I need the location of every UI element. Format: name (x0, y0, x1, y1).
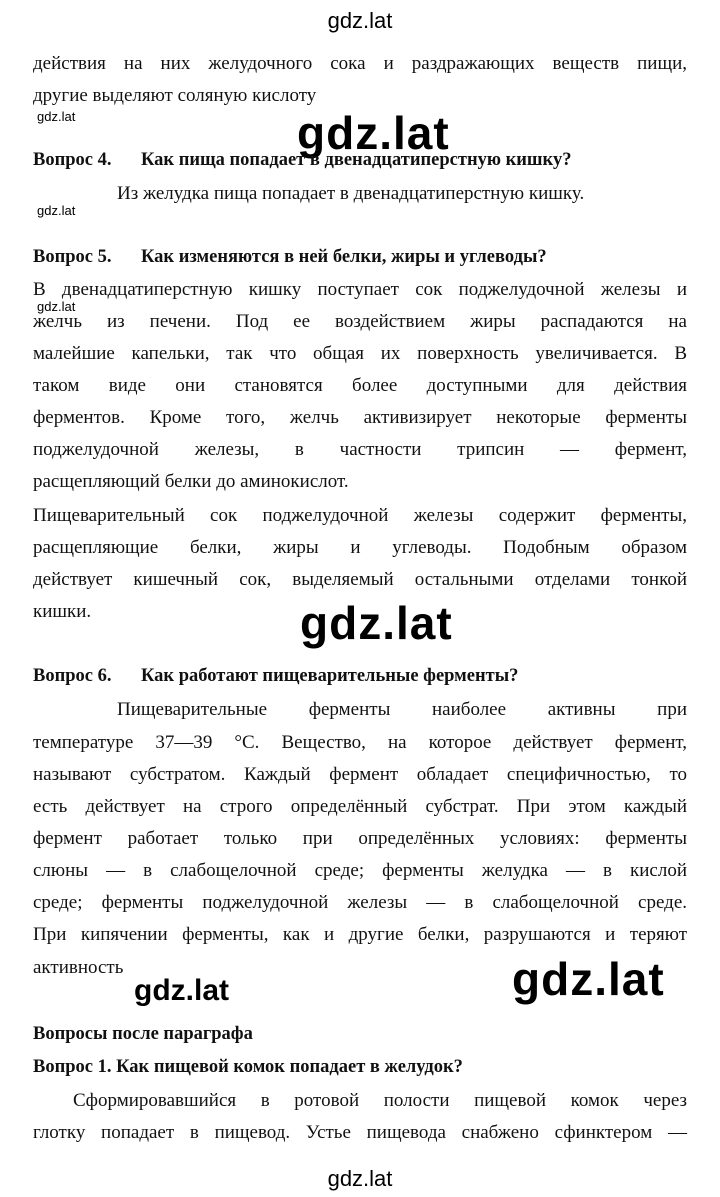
question-label: Вопрос 4. (33, 150, 112, 170)
watermark-medium: gdz.lat (130, 974, 233, 1008)
question-4-answer: Из желудка пища попадает в двенадцатиперстную кишку. (117, 183, 585, 204)
watermark-bottom: gdz.lat (327, 1166, 393, 1191)
answer-line: Пищеварительные ферменты наиболее активны при (117, 699, 687, 720)
answer-line: действует кишечный сок, выделяемый остальными отделами тонкой (33, 569, 687, 590)
intro-line: другие выделяют соляную кислоту (33, 85, 317, 106)
answer-line: слюны — в слабощелочной среде; ферменты желудка — в кислой (33, 860, 687, 881)
answer-line: фермент работает только при определённых условиях: ферменты (33, 828, 687, 849)
watermark-large: gdz.lat (297, 107, 450, 159)
answer-line: При кипячении ферменты, как и другие белки, разрушаются и теряют (33, 924, 687, 945)
question-4-heading (33, 148, 687, 172)
answer-line: таком виде они становятся более доступными для действия (33, 375, 687, 396)
question-label: Вопрос 6. (33, 666, 112, 686)
answer-line: Сформировавшийся в ротовой полости пищевой комок через (73, 1090, 687, 1111)
watermark-large: gdz.lat (300, 597, 453, 649)
answer-line: среде; ферменты поджелудочной железы — в слабощелочной среде. (33, 892, 687, 913)
question-1-heading: Вопрос 1. Как пищевой комок попадает в желудок? (33, 1057, 463, 1077)
answer-line: активность (33, 957, 124, 978)
answer-line: температуре 37—39 °С. Вещество, на которое действует фермент, (33, 732, 687, 753)
question-label: Вопрос 5. (33, 247, 112, 267)
answer-line: расщепляющий белки до аминокислот. (33, 471, 349, 492)
answer-line: Пищеварительный сок поджелудочной железы содержит ферменты, (33, 505, 687, 526)
question-text: Как работают пищеварительные ферменты? (141, 666, 519, 686)
question-text: Как пища попадает в двенадцатиперстную кишку? (141, 150, 572, 170)
watermark-small: gdz.lat (37, 109, 76, 124)
answer-line: В двенадцатиперстную кишку поступает сок поджелудочной железы и (33, 279, 687, 300)
question-5-heading (33, 245, 687, 269)
answer-line: называют субстратом. Каждый фермент обладает специфичностью, то (33, 764, 687, 785)
answer-line: малейшие капельки, так что общая их поверхность увеличивается. В (33, 343, 687, 364)
answer-line: желчь из печени. Под ее воздействием жиры распадаются на (33, 311, 687, 332)
answer-line: ферментов. Кроме того, желчь активизирует некоторые ферменты (33, 407, 687, 428)
answer-line: кишки. (33, 601, 92, 622)
question-6-heading (33, 664, 687, 688)
answer-line: есть действует на строго определённый субстрат. При этом каждый (33, 796, 687, 817)
answer-line: глотку попадает в пищевод. Устье пищевода снабжено сфинктером — (33, 1122, 687, 1143)
watermark-small: gdz.lat (37, 203, 76, 218)
question-text: Как изменяются в ней белки, жиры и углеводы? (141, 247, 547, 267)
answer-line: расщепляющие белки, жиры и углеводы. Подобным образом (33, 537, 687, 558)
intro-line: действия на них желудочного сока и раздражающих веществ пищи, (33, 53, 687, 74)
watermark-top: gdz.lat (327, 8, 393, 33)
section-heading: Вопросы после параграфа (33, 1024, 253, 1044)
answer-line: поджелудочной железы, в частности трипсин — фермент, (33, 439, 687, 460)
watermark-small: gdz.lat (37, 299, 76, 314)
watermark-large: gdz.lat (512, 953, 665, 1005)
